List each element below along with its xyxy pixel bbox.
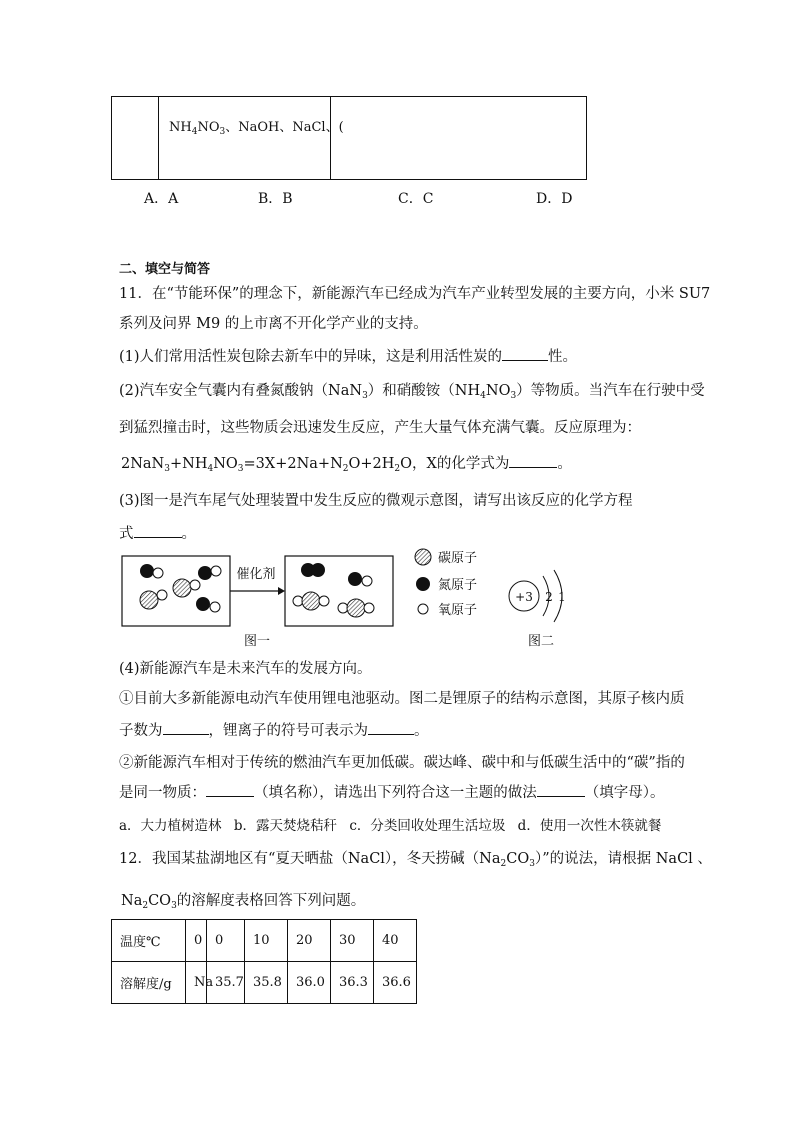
q12-line2: $Na_2CO_3$的溶解度表格回答下列问题。 (121, 893, 366, 911)
nitrogen-atom (196, 597, 210, 611)
table-cell: 35.8 (244, 962, 287, 1004)
answer-blank[interactable] (368, 733, 414, 735)
nitrogen-atom (198, 566, 212, 580)
oxygen-atom (362, 576, 372, 586)
q11-part4: (4)新能源汽车是未来汽车的发展方向。 (119, 661, 372, 677)
nitrogen-atom (140, 564, 154, 578)
nucleus-charge: +3 (515, 590, 533, 604)
shell-2-count: 1 (558, 590, 566, 604)
answer-blank[interactable] (134, 536, 182, 538)
q11-part4-1-line1: ①目前大多新能源电动汽车使用锂电池驱动。图二是锂原子的结构示意图，其原子核内质 (119, 691, 685, 707)
option-a: a．大力植树造林 (119, 818, 222, 834)
oxygen-atom (364, 603, 374, 613)
answer-blank[interactable] (206, 795, 254, 797)
q11-intro-line2: 系列及问界 M9 的上市离不开化学产业的支持。 (119, 316, 428, 332)
q11-equation: $2NaN_3+NH_4NO_3=3X+2Na+N_2O+2H_2O$，X的化学式为 。 (121, 456, 572, 474)
choice-d: D．D (536, 191, 573, 207)
legend-oxygen-label: 氧原子 (438, 603, 478, 618)
table-cell: 35.7 (207, 962, 245, 1004)
carbon-atom (140, 591, 158, 609)
option-d: d．使用一次性木筷就餐 (517, 818, 662, 834)
figure2-caption: 图二 (527, 634, 555, 649)
q12-line1: 12．我国某盐湖地区有“夏天晒盐（NaCl），冬天捞碱$(Na_2CO_3)$”的说法，请根据 NaCl 、 (119, 851, 712, 869)
legend-carbon-label: 碳原子 (438, 551, 478, 566)
carbon-atom (302, 592, 320, 610)
choice-b: B．B (258, 191, 293, 207)
q11-part4-2-line2: 是同一物质： （填名称），请选出下列符合这一主题的做法 （填字母）。 (119, 785, 665, 801)
answer-blank[interactable] (537, 795, 585, 797)
q11-options (119, 814, 661, 834)
top-table (111, 96, 587, 180)
table-header-cell: 溶解度/g (112, 962, 186, 1004)
table-cell: 0 (207, 920, 245, 962)
choice-c: C．C (398, 191, 434, 207)
top-table-cell-reagents: $NH_4NO_3$、NaOH、NaCl、( (159, 97, 331, 180)
oxygen-atom (157, 590, 167, 600)
table-cell: 30 (330, 920, 373, 962)
answer-blank[interactable] (509, 466, 557, 468)
table-cell: 36.0 (287, 962, 330, 1004)
q11-part2-line1: (2)汽车安全气囊内有叠氮酸钠（NaN$_3$）和硝酸铵$(NH_4NO_3)$等物质。当汽车在行驶中受 (119, 383, 705, 401)
shell-1-count: 2 (545, 590, 553, 604)
nitrogen-atom (348, 572, 362, 586)
oxygen-atom (153, 568, 163, 578)
carbon-atom (347, 599, 365, 617)
choice-a: A．A (144, 191, 179, 207)
table-row (112, 920, 417, 962)
q11-part1: (1)人们常用活性炭包除去新车中的异味，这是利用活性炭的 性。 (119, 349, 578, 365)
table-cell: Na (186, 962, 207, 1004)
figure1-caption: 图一 (243, 634, 271, 649)
oxygen-atom (319, 596, 329, 606)
catalyst-label: 催化剂 (236, 567, 276, 582)
q11-part4-2-line1: ②新能源汽车相对于传统的燃油汽车更加低碳。碳达峰、碳中和与低碳生活中的“碳”指的 (119, 755, 685, 771)
table-cell: 36.3 (330, 962, 373, 1004)
option-c: c．分类回收处理生活垃圾 (349, 818, 506, 834)
table-cell: 10 (244, 920, 287, 962)
top-table-cell-blank (331, 97, 587, 180)
oxygen-atom (190, 580, 200, 590)
q11-part3-line1: (3)图一是汽车尾气处理装置中发生反应的微观示意图，请写出该反应的化学方程 (119, 493, 633, 509)
reaction-figure (118, 544, 598, 652)
product-box (285, 556, 393, 626)
q11-intro-line1: 11．在“节能环保”的理念下，新能源汽车已经成为汽车产业转型发展的主要方向，小米 SU7 (119, 286, 711, 302)
table-cell: 0 (186, 920, 207, 962)
solubility-table (111, 919, 417, 1004)
table-row (112, 962, 417, 1004)
section-title: 二、填空与简答 (119, 262, 211, 277)
table-header-cell: 温度℃ (112, 920, 186, 962)
top-table-cell-empty (112, 97, 159, 180)
legend-oxygen-icon (418, 604, 428, 614)
oxygen-atom (210, 602, 220, 612)
oxygen-atom (211, 566, 221, 576)
q11-part3-line2: 式 。 (119, 526, 196, 542)
table-cell: 40 (373, 920, 416, 962)
answer-blank[interactable] (502, 359, 548, 361)
nitrogen-atom (311, 563, 325, 577)
q11-part2-line2: 到猛烈撞击时，这些物质会迅速发生反应，产生大量气体充满气囊。反应原理为： (119, 420, 641, 436)
legend-carbon-icon (415, 549, 431, 565)
legend-nitrogen-label: 氮原子 (438, 578, 478, 593)
carbon-atom (173, 579, 191, 597)
q11-part4-1-line2: 子数为 ，锂离子的符号可表示为 。 (119, 723, 429, 739)
arrow-head (278, 587, 285, 595)
answer-blank[interactable] (163, 733, 209, 735)
table-cell: 20 (287, 920, 330, 962)
legend-nitrogen-icon (416, 577, 430, 591)
option-b: b．露天焚烧秸秆 (233, 818, 338, 834)
table-cell: 36.6 (373, 962, 416, 1004)
